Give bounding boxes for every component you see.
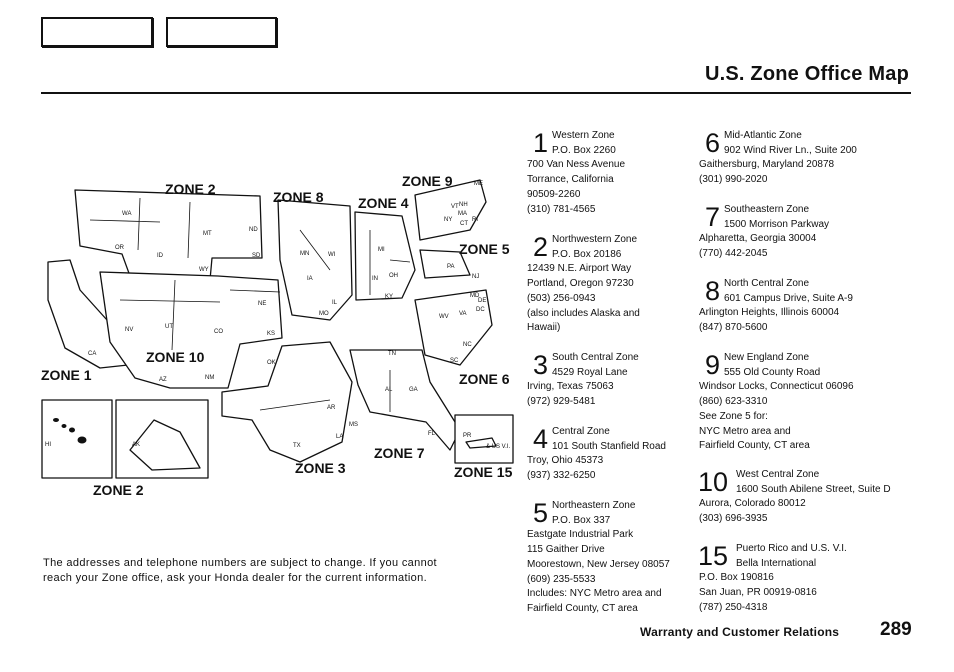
- zone-address-line: 555 Old County Road: [724, 366, 821, 378]
- state-label: SD: [252, 253, 261, 259]
- zone-address-line: P.O. Box 190816: [699, 572, 774, 584]
- state-label: & US V.I.: [486, 444, 511, 450]
- zone-label: ZONE 8: [273, 189, 324, 205]
- state-label: NE: [258, 301, 267, 307]
- zone-name: Southeastern Zone: [724, 204, 810, 215]
- zone-address-line: 12439 N.E. Airport Way: [527, 263, 632, 275]
- zone-note-line: Hawaii): [527, 322, 561, 334]
- zone-label: ZONE 7: [374, 445, 425, 461]
- state-label: LA: [336, 434, 344, 440]
- state-label: FL: [428, 431, 436, 437]
- zone-name: West Central Zone: [736, 469, 820, 480]
- zone-entry-4: [527, 425, 666, 484]
- zone-label: ZONE 2: [165, 181, 216, 197]
- zone-label: ZONE 5: [459, 241, 510, 257]
- zone-address-line: Portland, Oregon 97230: [527, 278, 634, 290]
- zone-phone: (937) 332-6250: [527, 470, 596, 482]
- state-label: IA: [307, 276, 313, 282]
- state-label: WY: [199, 267, 209, 273]
- state-label: TX: [293, 443, 301, 449]
- zone-phone: (847) 870-5600: [699, 322, 768, 334]
- zone-name: Northeastern Zone: [552, 500, 636, 511]
- zone-address-line: 90509-2260: [527, 188, 581, 200]
- state-label: MS: [349, 422, 358, 428]
- state-label: AR: [327, 405, 336, 411]
- state-label: DC: [476, 307, 485, 313]
- zone-entry-8: [699, 277, 853, 336]
- state-label: SC: [450, 358, 459, 364]
- zone-name: New England Zone: [724, 352, 810, 363]
- state-label: IN: [372, 276, 378, 282]
- state-label: AK: [132, 442, 141, 448]
- zone-address-line: Bella International: [736, 557, 817, 569]
- state-label: NM: [205, 375, 215, 381]
- zone-phone: (860) 623-3310: [699, 396, 768, 408]
- zone-entry-9: [699, 351, 854, 454]
- state-label: DE: [478, 298, 487, 304]
- state-label: KY: [385, 294, 394, 300]
- zone-7-region: [350, 350, 460, 450]
- zone-entry-5: [527, 499, 670, 617]
- zone-address-line: Aurora, Colorado 80012: [699, 498, 806, 510]
- zone-entry-6: [699, 129, 857, 188]
- zone-number: 1: [533, 128, 549, 158]
- zone-address-line: San Juan, PR 00919-0816: [699, 587, 817, 599]
- zone-address-line: Alpharetta, Georgia 30004: [699, 233, 817, 245]
- state-label: KS: [267, 331, 276, 337]
- state-label: ND: [249, 227, 258, 233]
- zone-address-line: 1500 Morrison Parkway: [724, 218, 830, 230]
- zone-8-region: [278, 200, 352, 320]
- footer-section-title: Warranty and Customer Relations: [640, 625, 840, 639]
- state-label: CA: [88, 351, 97, 357]
- zone-note-line: Fairfield County, CT area: [699, 440, 810, 452]
- state-label: WI: [328, 252, 336, 258]
- header-tab-1[interactable]: [41, 17, 153, 47]
- zone-address-line: Irving, Texas 75063: [527, 381, 614, 393]
- state-label: AZ: [159, 377, 167, 383]
- state-label: VA: [459, 311, 467, 317]
- zone-entry-10: [699, 468, 891, 527]
- state-label: ME: [474, 181, 483, 187]
- state-label: NJ: [472, 274, 480, 280]
- zone-number: 15: [698, 541, 729, 571]
- zone-entry-2: [527, 233, 640, 336]
- zone-note-line: See Zone 5 for:: [699, 410, 768, 422]
- zone-label: ZONE 10: [146, 349, 205, 365]
- state-label: MO: [319, 311, 329, 317]
- state-label: RI: [472, 217, 478, 223]
- zone-note-line: Includes: NYC Metro area and: [527, 588, 662, 600]
- zone-address-line: Windsor Locks, Connecticut 06096: [699, 381, 854, 393]
- zone-name: Mid-Atlantic Zone: [724, 130, 802, 141]
- state-label: WV: [439, 314, 449, 320]
- state-label: AL: [385, 387, 393, 393]
- zone-name: Puerto Rico and U.S. V.I.: [736, 543, 847, 554]
- state-label: VT: [451, 204, 459, 210]
- state-label: TN: [388, 351, 396, 357]
- change-notice-line-2: reach your Zone office, ask your Honda dealer for the current information.: [43, 572, 427, 584]
- zone-name: South Central Zone: [552, 352, 639, 363]
- state-label: NY: [444, 217, 453, 223]
- zone-2-region: [75, 190, 262, 280]
- zone-phone: (310) 781-4565: [527, 203, 596, 215]
- state-label: OR: [115, 245, 124, 251]
- zone-address-line: 700 Van Ness Avenue: [527, 159, 626, 171]
- state-label: MA: [458, 211, 467, 217]
- zone-name: Central Zone: [552, 426, 610, 437]
- state-label: ID: [157, 253, 163, 259]
- zone-address-line: P.O. Box 2260: [552, 144, 616, 156]
- zone-address-line: 4529 Royal Lane: [552, 366, 628, 378]
- state-label: NH: [459, 202, 468, 208]
- zone-address-line: P.O. Box 20186: [552, 248, 622, 260]
- state-label: NC: [463, 342, 472, 348]
- zone-number: 5: [533, 498, 549, 528]
- zone-label: ZONE 9: [402, 173, 453, 189]
- zone-note-line: Fairfield County, CT area: [527, 602, 638, 614]
- zone-phone: (770) 442-2045: [699, 248, 768, 260]
- zone-label: ZONE 15: [454, 464, 513, 480]
- zone-phone: (301) 990-2020: [699, 174, 768, 186]
- state-label: MD: [470, 293, 480, 299]
- change-notice-line-1: The addresses and telephone numbers are subject to change. If you cannot: [43, 557, 437, 569]
- zone-phone: (303) 696-3935: [699, 513, 768, 525]
- zone-label: ZONE 1: [41, 367, 92, 383]
- state-label: GA: [409, 387, 418, 393]
- zone-address-line: Torrance, California: [527, 174, 614, 186]
- zone-address-line: 1600 South Abilene Street, Suite D: [736, 483, 891, 495]
- zone-number: 3: [533, 350, 549, 380]
- state-label: HI: [45, 442, 51, 448]
- zone-label: ZONE 4: [358, 195, 409, 211]
- zone-number: 4: [533, 424, 549, 454]
- zone-entry-3: [527, 351, 639, 410]
- state-label: MT: [203, 231, 212, 237]
- zone-address-line: 115 Gaither Drive: [527, 544, 605, 556]
- zone-address-line: 902 Wind River Ln., Suite 200: [724, 144, 857, 156]
- zone-number: 8: [705, 276, 721, 306]
- zone-entry-15: [699, 542, 847, 616]
- zone-entry-7: [699, 203, 829, 262]
- title-divider: [41, 92, 911, 94]
- zone-name: North Central Zone: [724, 278, 810, 289]
- zone-address-line: 601 Campus Drive, Suite A-9: [724, 292, 853, 304]
- zone-4-region: [355, 212, 415, 300]
- zone-address-line: 101 South Stanfield Road: [552, 440, 666, 452]
- state-label: OH: [389, 273, 398, 279]
- zone-address-line: Eastgate Industrial Park: [527, 529, 634, 541]
- state-label: MN: [300, 251, 310, 257]
- zone-name: Western Zone: [552, 130, 615, 141]
- state-label: IL: [332, 300, 338, 306]
- zone-number: 2: [533, 232, 549, 262]
- us-zone-map: [30, 150, 520, 510]
- state-label: NV: [125, 327, 134, 333]
- zone-number: 10: [698, 467, 729, 497]
- zone-address-line: P.O. Box 337: [552, 514, 611, 526]
- hawaii-inset: [42, 400, 112, 478]
- page-number: 289: [880, 619, 912, 640]
- zone-phone: (503) 256-0943: [527, 292, 596, 304]
- state-label: CT: [460, 221, 468, 227]
- zone-note-line: NYC Metro area and: [699, 425, 791, 437]
- state-label: WA: [122, 211, 132, 217]
- zone-label: ZONE 2: [93, 482, 144, 498]
- zone-number: 7: [705, 202, 721, 232]
- zone-number: 9: [705, 350, 721, 380]
- zone-phone: (972) 929-5481: [527, 396, 596, 408]
- state-label: MI: [378, 247, 385, 253]
- zone-label: ZONE 6: [459, 371, 510, 387]
- header-tab-2[interactable]: [166, 17, 277, 47]
- zone-phone: (787) 250-4318: [699, 601, 768, 613]
- zone-label: ZONE 3: [295, 460, 346, 476]
- zone-3-region: [222, 342, 352, 462]
- zone-address-line: Arlington Heights, Illinois 60004: [699, 307, 840, 319]
- zone-note-line: (also includes Alaska and: [527, 307, 640, 319]
- zone-name: Northwestern Zone: [552, 234, 638, 245]
- state-label: PA: [447, 264, 455, 270]
- state-label: UT: [165, 324, 173, 330]
- state-label: PR: [463, 433, 472, 439]
- page-title: U.S. Zone Office Map: [704, 63, 909, 85]
- zone-address-line: Gaithersburg, Maryland 20878: [699, 159, 835, 171]
- state-label: CO: [214, 329, 223, 335]
- zone-number: 6: [705, 128, 721, 158]
- zone-entry-1: [527, 129, 625, 217]
- change-notice: [43, 556, 483, 586]
- zone-address-line: Moorestown, New Jersey 08057: [527, 558, 670, 570]
- zone-address-line: Troy, Ohio 45373: [527, 455, 604, 467]
- state-label: OK: [267, 360, 276, 366]
- zone-phone: (609) 235-5533: [527, 573, 596, 585]
- zone-9-region: [415, 180, 486, 240]
